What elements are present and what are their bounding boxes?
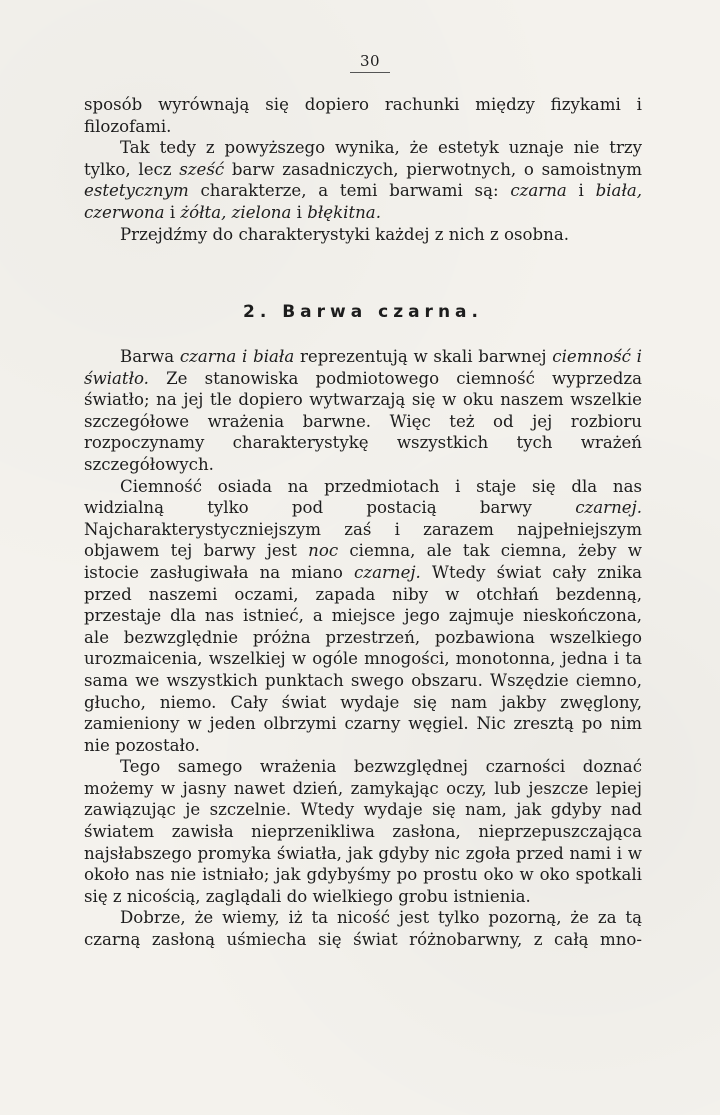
emphasis-text: żółta, zielona	[180, 202, 292, 222]
emphasis-text: czarna i biała	[179, 347, 295, 366]
paragraph-text: Barwa	[120, 347, 180, 366]
paragraph-intro-1	[84, 94, 642, 137]
paragraph-text: i	[566, 181, 596, 201]
paragraph-text: Ze stanowiska podmiotowego ciemność wyprzedza światło; na jej tle dopiero wytwarzają się w oku naszem wszelkie szczegółowe wrażenia barwne. Więc też od jej rozbioru rozpoczynamy charakterystykę wszystkich tych wrażeń szczegółowych.	[84, 368, 642, 474]
emphasis-text: czarnej.	[354, 562, 421, 582]
page-number: 30	[350, 52, 390, 73]
paragraph-text: i	[164, 202, 181, 222]
emphasis-text: błękitna.	[307, 202, 381, 222]
paragraph-text: Wtedy świat cały znika przed naszemi oczami, zapada niby w otchłań bezdenną, przestaje dla nas istnieć, a miejsce jego zajmuje nieskończona, ale bezwzględnie próżna przestrzeń, pozbawiona wszelkiego urozmaicenia, wszelkiej w ogóle mnogości, monotonna, jedna i ta sama we wszystkich punktach swego obszaru. Wszędzie ciemno, głucho, niemo. Cały świat wydaje się nam jakby zwęglony, zamieniony w jeden olbrzymi czarny węgiel. Nic zresztą po nim nie pozostało.	[84, 562, 642, 755]
paragraph-text: ciemna, ale tak ciemna, żeby w istocie zasługiwała na miano	[84, 541, 642, 582]
section-heading: 2. Barwa czarna.	[243, 302, 483, 322]
section-text	[84, 346, 642, 951]
paragraph-text: sposób wyrównają się dopiero rachunki między fizykami i filozofami.	[84, 95, 642, 136]
paragraph-text: Przejdźmy do charakterystyki każdej z nich z osobna.	[120, 224, 569, 244]
paragraph-section-3	[84, 756, 642, 907]
paragraph-section-1	[84, 346, 642, 476]
emphasis-text: ciemność i światło.	[84, 347, 642, 388]
paragraph-intro-3	[84, 224, 642, 246]
paragraph-text: i	[291, 202, 308, 222]
paragraph-text: reprezentują w skali barwnej	[294, 347, 553, 366]
emphasis-text: czarnej.	[575, 498, 642, 518]
intro-text	[84, 94, 642, 245]
paragraph-text: Tak tedy z powyższego wynika, że estetyk uznaje nie trzy tylko, lecz	[84, 138, 642, 179]
paragraph-section-2	[84, 476, 642, 757]
paragraph-text: Tego samego wrażenia bezwzględnej czarności doznać możemy w jasny nawet dzień, zamykając oczy, lub jeszcze lepiej zawiązując je szczelnie. Wtedy wydaje się nam, jak gdyby nad światem zawisła nieprzenikliwa zasłona, nieprzepuszczająca najsłabszego promyka światła, jak gdyby nic zgoła przed nami i w około nas nie istniało; jak gdybyśmy po prostu oko w oko spotkali się z nicością, zaglądali do wielkiego grobu istnienia.	[84, 757, 642, 906]
paragraph-text: Ciemność osiada na przedmiotach i staje się dla nas widzialną tylko pod postacią barwy	[84, 476, 642, 518]
paragraph-text: Najcharakterystyczniejszym zaś i zarazem najpełniejszym objawem tej barwy jest	[84, 519, 642, 561]
paragraph-text: barw zasadniczych, pierwotnych, o samoistnym	[224, 159, 643, 179]
emphasis-text: biała, czerwona	[84, 181, 642, 222]
emphasis-text: noc	[308, 541, 339, 561]
paragraph-section-4	[84, 907, 642, 950]
emphasis-text: czarna	[510, 181, 567, 201]
paragraph-intro-2	[84, 137, 642, 223]
emphasis-text: estetycznym	[84, 181, 189, 201]
paragraph-text: Dobrze, że wiemy, iż ta nicość jest tylko pozorną, że za tą czarną zasłoną uśmiecha się świat różnobarwny, z całą mno-	[84, 908, 642, 950]
emphasis-text: sześć	[179, 159, 225, 179]
paragraph-text: charakterze, a temi barwami są:	[188, 181, 511, 201]
